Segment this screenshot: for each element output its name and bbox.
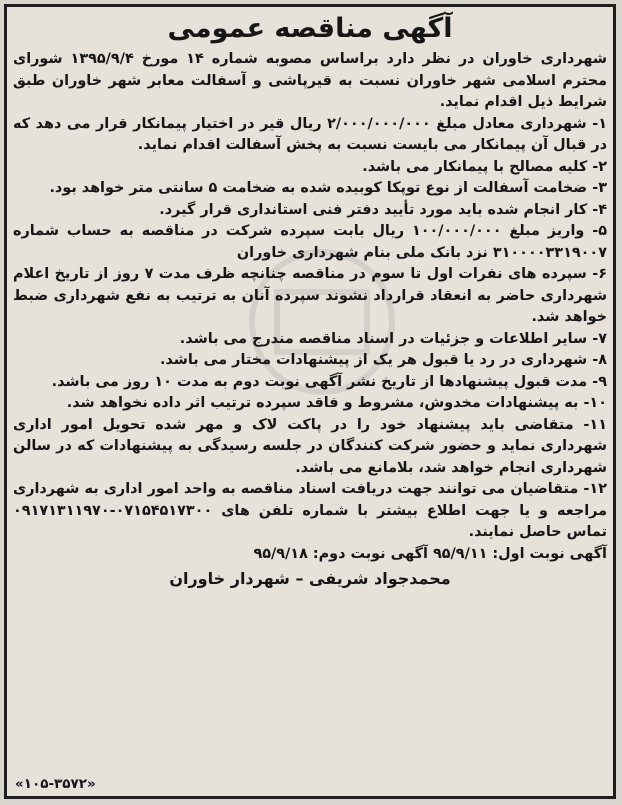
notice-code: «۱۰۵-۳۵۷۲» (15, 776, 96, 792)
notice-item-8: ۸- شهرداری در رد یا قبول هر یک از پیشنهادات مختار می باشد. (159, 352, 607, 368)
notice-item-9: ۹- مدت قبول پیشنهادها از تاریخ نشر آگهی نوبت دوم به مدت ۱۰ روز می باشد. (51, 373, 607, 390)
notice-item-3: ۳- ضخامت آسفالت از نوع توپکا کوبیده شده به ضخامت ۵ سانتی متر خواهد بود. (49, 180, 607, 196)
notice-item-6: ۶- سپرده های نفرات اول تا سوم در مناقصه چنانچه ظرف مدت ۷ روز از تاریخ اعلام شهرداری حاضر به انعقاد قرارداد نشوند سپرده آنان به ترتیب به نفع شهرداری ضبط خواهد شد. (13, 266, 608, 325)
notice-item-4: ۴- کار انجام شده باید مورد تأیید دفتر فنی استانداری قرار گیرد. (159, 201, 607, 218)
notice-item-5: ۵- واریز مبلغ ۱۰۰/۰۰۰/۰۰۰ ریال بابت سپرده شرکت در مناقصه به حساب شماره ۳۱۰۰۰۰۳۳۱۹۰۰۷ نزد بانک ملی بنام شهرداری خاوران (13, 223, 607, 261)
notice-title: آگهی مناقصه عمومی (167, 13, 453, 44)
notice-item-11: ۱۱- متقاضی باید پیشنهاد خود را در پاکت لاک و مهر شده تحویل امور اداری شهرداری نماید و حضور شرکت کنندگان در جلسه رسیدگی به پیشنهادات که در سالن شهرداری انجام خواهد شد، بلامانع می باشد. (13, 416, 607, 476)
notice-item-1: ۱- شهرداری معادل مبلغ ۲/۰۰۰/۰۰۰/۰۰۰ ریال قیر در اختیار پیمانکار قرار می دهد که در قبال آن پیمانکار می بایست نسبت به پخش آسفالت اقدام نماید. (13, 115, 607, 153)
notice-item-12: ۱۲- متقاضیان می توانند جهت دریافت اسناد مناقصه به واحد امور اداری به شهرداری مراجعه و یا جهت اطلاع بیشتر با شماره تلفن های ۰۷۱۵۴۵۱۷۳۰۰-۰۹۱۷۱۳۱۱۹۷۰ تماس حاصل نمایند. (13, 481, 607, 540)
notice-item-10: ۱۰- به پیشنهادات مخدوش، مشروط و فاقد سپرده ترتیب اثر داده نخواهد شد. (66, 395, 607, 411)
signature: محمدجواد شریفی – شهردار خاوران (169, 569, 451, 588)
notice-item-2: ۲- کلیه مصالح با پیمانکار می باشد. (362, 158, 607, 175)
notice-frame (4, 4, 616, 799)
notice-item-7: ۷- سایر اطلاعات و جزئیات در اسناد مناقصه مندرج می باشد. (179, 330, 607, 347)
notice-body (13, 11, 607, 792)
publication-dates: آگهی نوبت اول: ۹۵/۹/۱۱ آگهی نوبت دوم: ۹۵/۹/۱۸ (253, 545, 607, 562)
notice-intro: شهرداری خاوران در نظر دارد براساس مصوبه شماره ۱۴ مورخ ۱۳۹۵/۹/۴ شورای محترم اسلامی شهر خاوران نسبت به قیرپاشی و آسفالت معابر شهر خاوران طبق شرایط ذیل اقدام نماید. (13, 51, 608, 110)
